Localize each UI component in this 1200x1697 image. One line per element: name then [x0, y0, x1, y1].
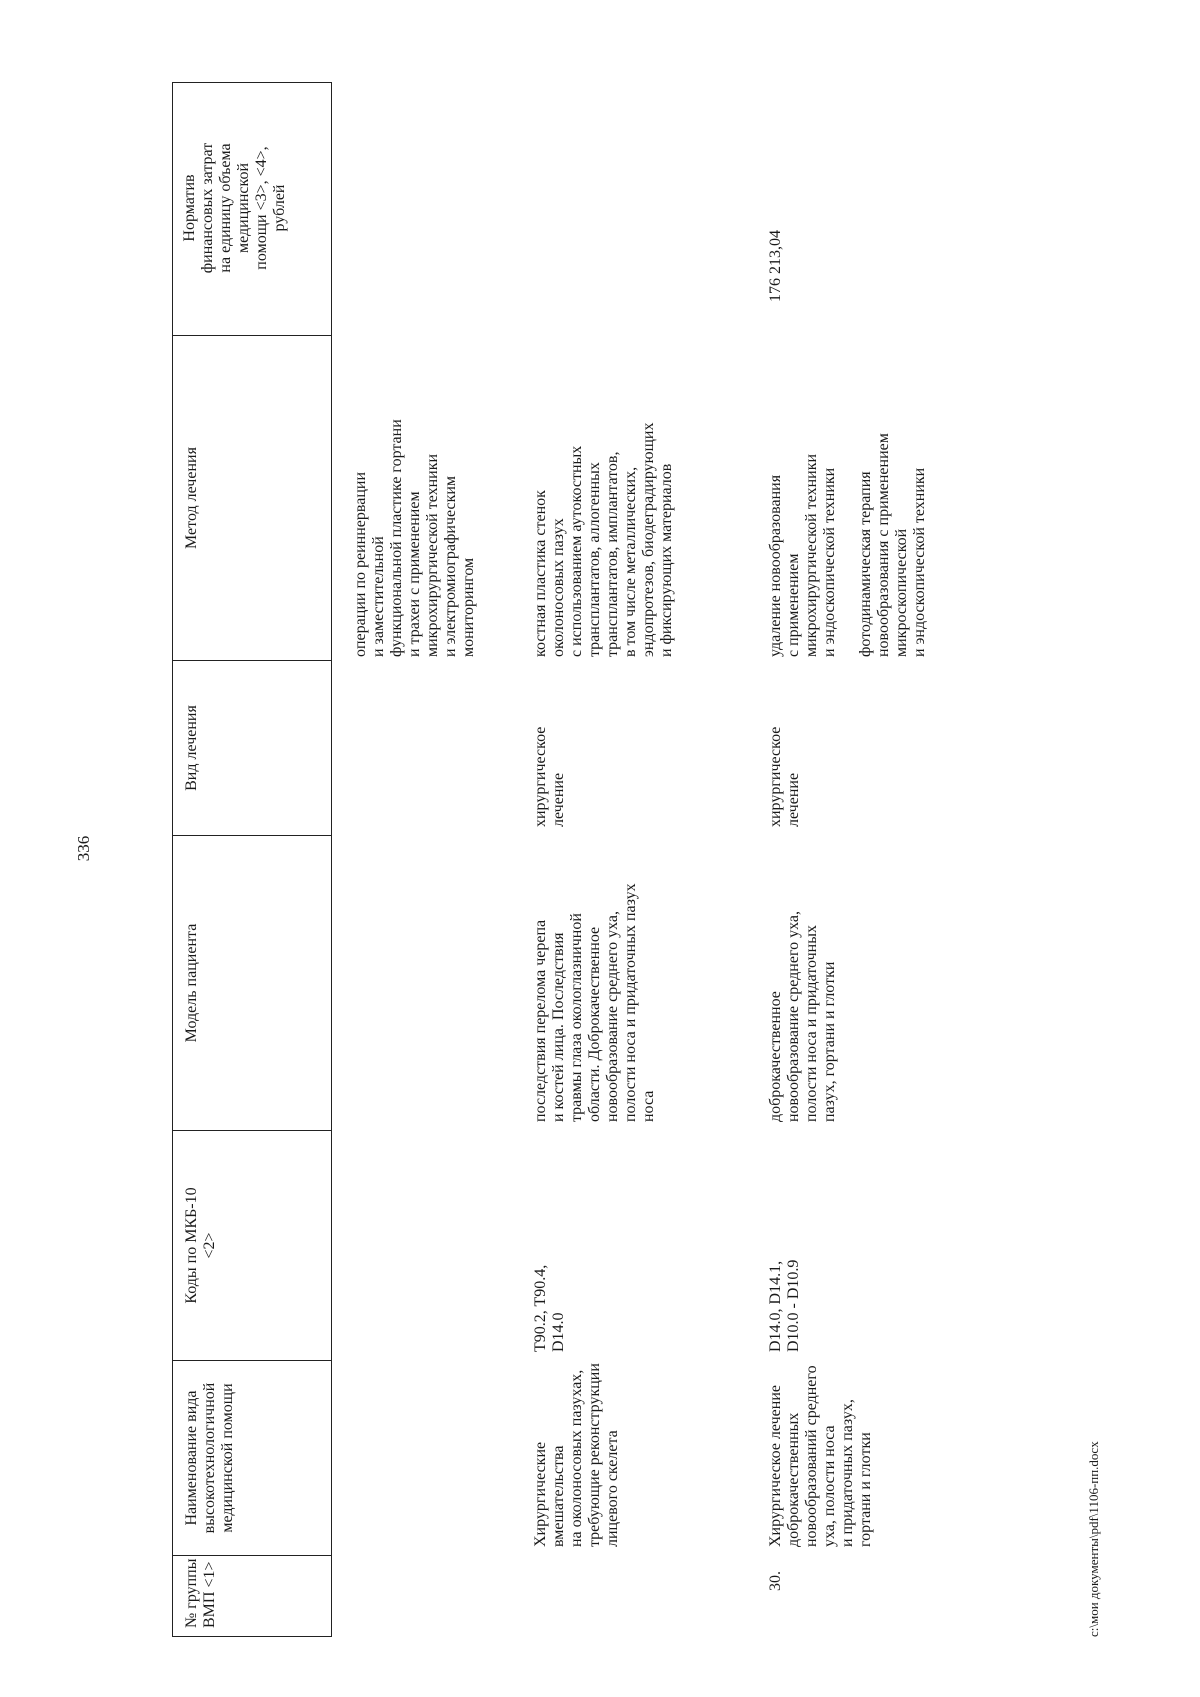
footer-file-path: c:\мои документы\pdf\1106-пп.docx — [1086, 1441, 1101, 1637]
row-2-icd-codes: D14.0, D14.1, D10.0 - D10.9 — [767, 1259, 802, 1352]
header-treatment-type: Вид лечения — [183, 705, 200, 791]
row-1-vmp-name: Хирургические вмешательства на околоносовых пазухах, требующие реконструкции лицевого скелета — [532, 1363, 621, 1547]
row-1-patient-model: последствия перелома черепа и костей лица. Последствия травмы глаза окологлазничной области. Доброкачественное новообразование среднего уха, полости носа и придаточных пазух носа — [532, 883, 657, 1122]
row-0-treatment-method: операции по реиннервации и заместительной функциональной пластике гортани и трахеи с применением микрохирургической техники и электромиографическим мониторингом — [352, 419, 477, 657]
column-divider — [173, 660, 331, 661]
row-2-group-no: 30. — [767, 1571, 784, 1591]
row-1-icd-codes: T90.2, T90.4, D14.0 — [532, 1264, 567, 1352]
row-2-treatment-method: удаление новообразования с применением микрохирургической техники и эндоскопической техники фотодинамическая терапия новообразования с применением микроскопической и эндоскопической техники — [767, 433, 928, 657]
column-divider — [173, 1360, 331, 1361]
row-2-vmp-name: Хирургическое лечение доброкачественных новообразований среднего уха, полости носа и придаточных пазух, гортани и глотки — [767, 1365, 874, 1547]
row-2-treatment-type: хирургическое лечение — [767, 726, 802, 827]
row-2-cost-norm: 176 213,04 — [767, 230, 784, 302]
row-1-treatment-method: костная пластика стенок околоносовых пазух с использованием аутокостных трансплантатов, аллогенных трансплантатов, имплантатов, в том числе металлических, эндопротезов, биодеградирующих и фиксирующих материалов — [532, 422, 675, 657]
header-cost-norm: Норматив финансовых затрат на единицу объема медицинской помощи <3>, <4>, рублей — [181, 142, 288, 274]
header-treatment-method: Метод лечения — [183, 447, 200, 549]
column-divider — [173, 1130, 331, 1131]
column-divider — [173, 335, 331, 336]
row-2-patient-model: доброкачественное новообразование среднего уха, полости носа и придаточных пазух, гортани и глотки — [767, 911, 838, 1122]
header-patient-model: Модель пациента — [183, 923, 200, 1043]
header-group-no: № группы ВМП <1> — [183, 1558, 218, 1628]
header-icd-codes: Коды по МКБ-10 <2> — [183, 1187, 218, 1304]
page-number: 336 — [74, 835, 93, 862]
column-divider — [173, 835, 331, 836]
header-vmp-name: Наименование вида высокотехнологичной медицинской помощи — [183, 1382, 236, 1534]
row-1-treatment-type: хирургическое лечение — [532, 726, 567, 827]
table-header-frame — [172, 82, 332, 1637]
